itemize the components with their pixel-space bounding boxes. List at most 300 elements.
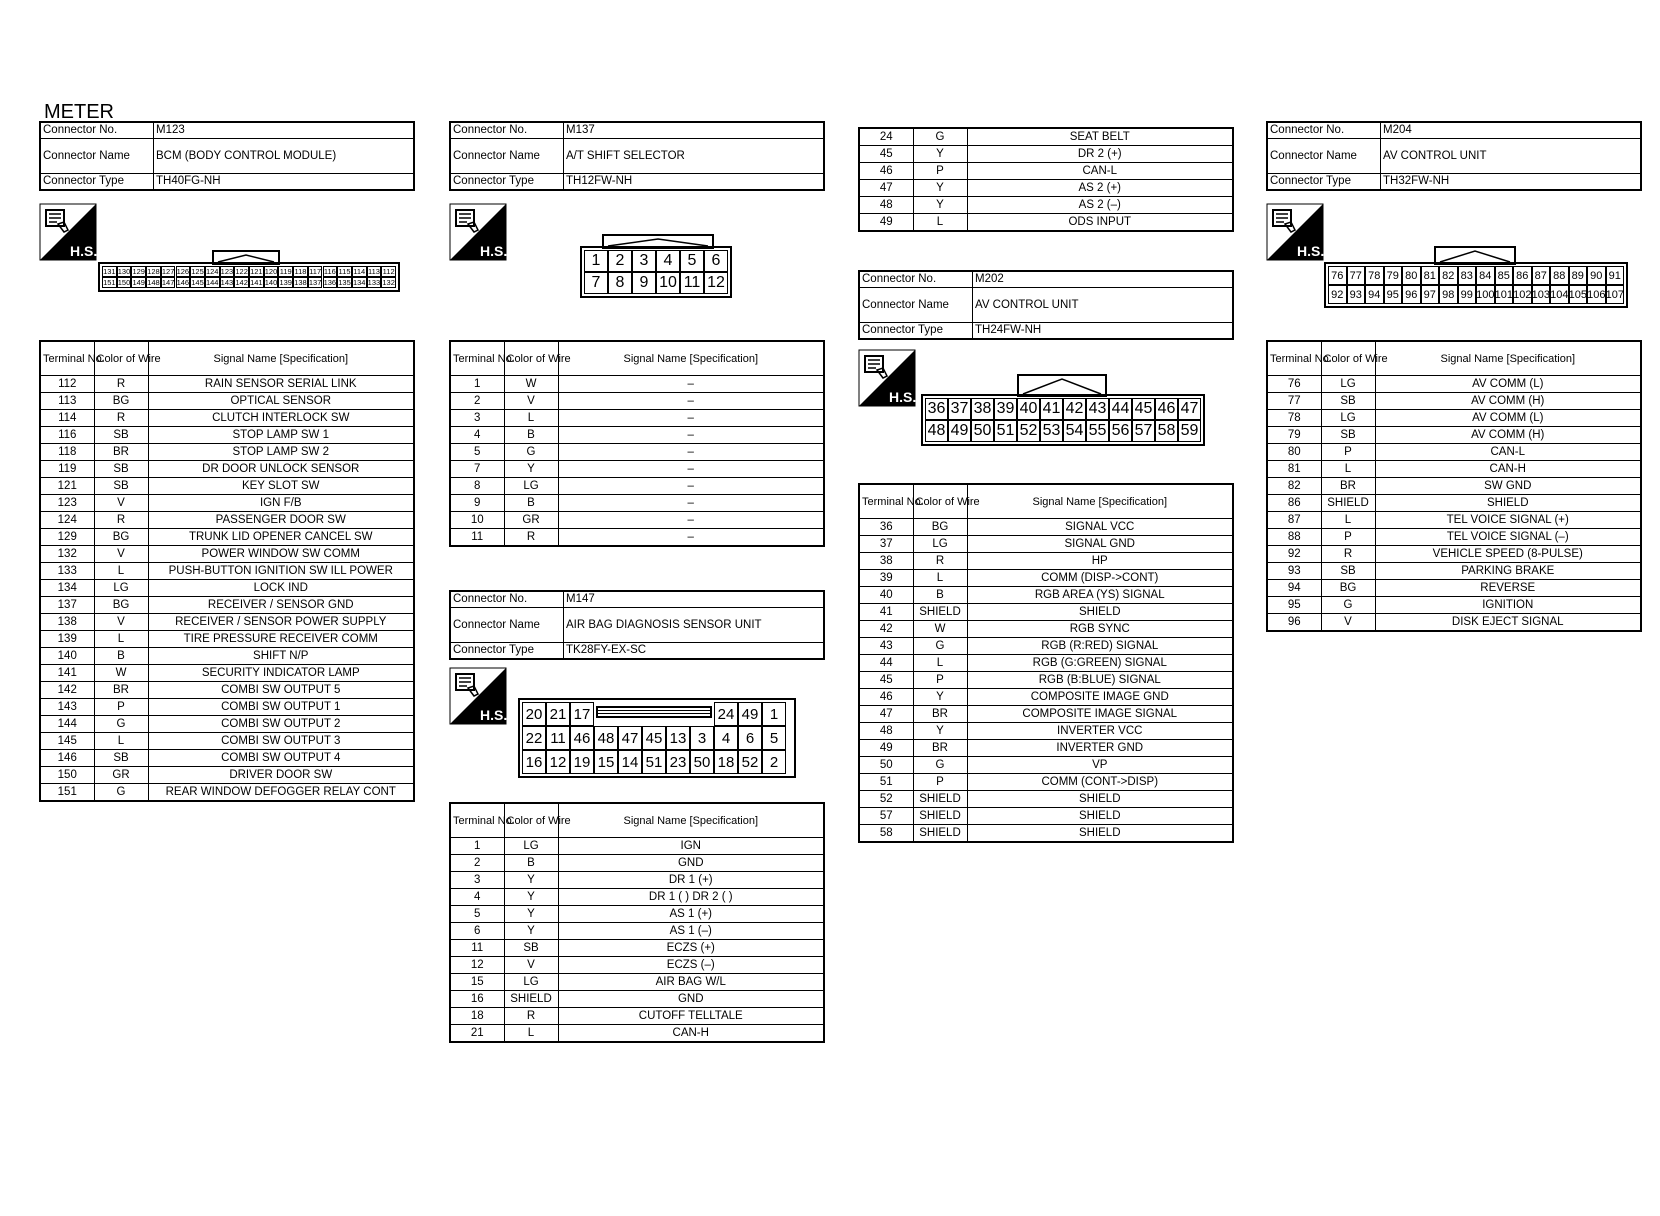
hs-label: H.S. [480,707,508,723]
signal-name: AIR BAG W/L [558,974,824,991]
terminal-table-m204 [1266,340,1642,632]
connector-pin: 148 [147,278,160,287]
signal-name: RECEIVER / SENSOR POWER SUPPLY [148,614,414,631]
signal-name: COMBI SW OUTPUT 1 [148,699,414,716]
label-connector-name: Connector Name [1267,139,1381,174]
signal-name: CAN-H [1375,461,1641,478]
table-row [859,638,1233,655]
signal-name: TEL VOICE SIGNAL (–) [1375,529,1641,546]
signal-name: COMPOSITE IMAGE GND [967,689,1233,706]
connector-pin: 145 [191,278,204,287]
table-row [450,478,824,495]
terminal-no: 5 [450,906,504,923]
signal-name: – [558,444,824,461]
table-row [859,553,1233,570]
terminal-no: 16 [450,991,504,1008]
connector-pin: 1 [762,702,786,726]
connector-pin: 106 [1587,285,1606,304]
connector-pin: 121 [250,267,263,276]
connector-pin: 22 [522,726,546,750]
signal-name: CUTOFF TELLTALE [558,1008,824,1025]
signal-name: COMBI SW OUTPUT 3 [148,733,414,750]
terminal-no: 44 [859,655,913,672]
wire-color: L [913,655,967,672]
hs-label: H.S. [889,389,917,405]
connector-type: TH24FW-NH [973,323,1234,340]
connector-pin: 5 [680,250,704,272]
terminal-no: 49 [859,740,913,757]
connector-pin: 39 [994,398,1017,420]
wire-color: P [94,699,148,716]
terminal-no: 24 [859,128,913,146]
terminal-no: 10 [450,512,504,529]
table-row [859,825,1233,843]
terminal-no: 50 [859,757,913,774]
connector-pin: 40 [1017,398,1040,420]
signal-name: – [558,410,824,427]
table-row [859,757,1233,774]
terminal-no: 129 [40,529,94,546]
table-row [859,128,1233,146]
connector-pin: 128 [147,267,160,276]
signal-name: – [558,427,824,444]
connector-pin: 96 [1402,285,1421,304]
connector-pin: 48 [594,726,618,750]
signal-name: AV COMM (L) [1375,376,1641,393]
connector-pin: 57 [1132,420,1155,442]
label-connector-name: Connector Name [450,139,564,174]
wire-color: Y [504,923,558,940]
table-row [40,614,414,631]
terminal-no: 39 [859,570,913,587]
connector-pin: 119 [279,267,292,276]
signal-name: TEL VOICE SIGNAL (+) [1375,512,1641,529]
wire-color: P [1321,529,1375,546]
connector-pin: 136 [323,278,337,287]
table-row [40,733,414,750]
signal-name: CAN-L [1375,444,1641,461]
connector-pin: 2 [608,250,632,272]
table-row [450,991,824,1008]
terminal-no: 4 [450,889,504,906]
label-connector-no: Connector No. [450,591,564,608]
table-row [40,580,414,597]
signal-name: RECEIVER / SENSOR GND [148,597,414,614]
label-connector-type: Connector Type [1267,174,1381,191]
signal-name: AV COMM (L) [1375,410,1641,427]
table-row [859,672,1233,689]
harness-side-icon [859,350,915,406]
signal-name: SECURITY INDICATOR LAMP [148,665,414,682]
signal-name: – [558,512,824,529]
wire-color: Y [913,197,967,214]
connector-pin: 124 [205,267,219,276]
table-row [859,774,1233,791]
signal-name: GND [558,991,824,1008]
wire-color: B [94,648,148,665]
connector-pin: 6 [738,726,762,750]
terminal-no: 37 [859,536,913,553]
table-row [1267,427,1641,444]
connector-no: M137 [564,122,825,139]
terminal-no: 150 [40,767,94,784]
table-row [450,923,824,940]
table-row [450,427,824,444]
terminal-no: 48 [859,197,913,214]
signal-name: REVERSE [1375,580,1641,597]
table-row [859,146,1233,163]
signal-name: CLUTCH INTERLOCK SW [148,410,414,427]
signal-name: COMM (DISP->CONT) [967,570,1233,587]
terminal-no: 2 [450,393,504,410]
connector-pin: 129 [132,267,145,276]
terminal-no: 45 [859,146,913,163]
signal-name: SIGNAL VCC [967,519,1233,536]
label-connector-name: Connector Name [40,139,154,174]
signal-name: SHIFT N/P [148,648,414,665]
connector-pin: 144 [205,278,219,287]
terminal-no: 113 [40,393,94,410]
connector-pin: 21 [546,702,570,726]
signal-name: LOCK IND [148,580,414,597]
table-row [40,410,414,427]
connector-pin: 126 [176,267,190,276]
connector-pin: 2 [762,750,786,774]
wire-color: BG [94,597,148,614]
wire-color: SB [1321,427,1375,444]
wire-color: G [94,784,148,802]
header-terminal: Terminal No. [450,803,504,838]
connector-no: M147 [564,591,825,608]
table-row [40,478,414,495]
connector-pin: 23 [666,750,690,774]
table-row [859,570,1233,587]
terminal-no: 11 [450,940,504,957]
label-connector-type: Connector Type [450,174,564,191]
connector-pin: 116 [323,267,336,276]
connector-pin: 80 [1402,266,1421,285]
connector-pin: 48 [925,420,948,442]
connector-pin: 20 [522,702,546,726]
signal-name: RAIN SENSOR SERIAL LINK [148,376,414,393]
signal-name: REAR WINDOW DEFOGGER RELAY CONT [148,784,414,802]
table-row [450,855,824,872]
table-row [859,536,1233,553]
signal-name: RGB SYNC [967,621,1233,638]
connector-pin: 101 [1495,285,1514,304]
connector-pin: 6 [704,250,728,272]
connector-pin: 132 [382,278,395,287]
wire-color: L [94,631,148,648]
connector-pin: 59 [1178,420,1201,442]
connector-m123 [39,121,415,191]
signal-name: STOP LAMP SW 2 [148,444,414,461]
connector-pin: 13 [666,726,690,750]
connector-pin: 135 [338,278,351,287]
table-row [40,750,414,767]
connector-pin: 76 [1328,266,1347,285]
connector-pin: 4 [656,250,680,272]
label-connector-no: Connector No. [40,122,154,139]
signal-name: DRIVER DOOR SW [148,767,414,784]
header-signal: Signal Name [Specification] [967,484,1233,519]
header-terminal: Terminal No. [40,341,94,376]
table-row [40,597,414,614]
wire-color: SHIELD [913,604,967,621]
header-terminal: Terminal No. [859,484,913,519]
terminal-no: 18 [450,1008,504,1025]
terminal-no: 132 [40,546,94,563]
terminal-no: 48 [859,723,913,740]
terminal-no: 77 [1267,393,1321,410]
wire-color: BR [1321,478,1375,495]
signal-name: CAN-H [558,1025,824,1043]
terminal-no: 38 [859,553,913,570]
wire-color: LG [913,536,967,553]
connector-pin: 46 [570,726,594,750]
terminal-no: 80 [1267,444,1321,461]
terminal-no: 1 [450,838,504,855]
label-connector-type: Connector Type [450,643,564,660]
wire-color: LG [1321,376,1375,393]
signal-name: DR 1 (+) [558,872,824,889]
signal-name: SHIELD [967,808,1233,825]
terminal-no: 116 [40,427,94,444]
terminal-no: 137 [40,597,94,614]
terminal-no: 45 [859,672,913,689]
signal-name: SIGNAL GND [967,536,1233,553]
connector-pin: 149 [132,278,145,287]
terminal-no: 78 [1267,410,1321,427]
wire-color: SHIELD [913,808,967,825]
table-row [859,587,1233,604]
signal-name: VP [967,757,1233,774]
connector-pin: 112 [382,267,395,276]
header-color: Color of Wire [1321,341,1375,376]
label-connector-no: Connector No. [450,122,564,139]
terminal-no: 11 [450,529,504,547]
signal-name: CAN-L [967,163,1233,180]
table-row [40,682,414,699]
connector-pin: 5 [762,726,786,750]
connector-pin: 86 [1513,266,1532,285]
connector-pin: 120 [264,267,278,276]
signal-name: HP [967,553,1233,570]
connector-type: TK28FY-EX-SC [564,643,825,660]
terminal-no: 21 [450,1025,504,1043]
table-row [40,767,414,784]
wire-color: L [1321,461,1375,478]
terminal-no: 5 [450,444,504,461]
connector-pin: 114 [353,267,366,276]
wire-color: L [94,733,148,750]
signal-name: COMBI SW OUTPUT 2 [148,716,414,733]
terminal-no: 124 [40,512,94,529]
wire-color: Y [913,180,967,197]
connector-pin: 51 [642,750,666,774]
signal-name: ODS INPUT [967,214,1233,232]
connector-pin: 98 [1439,285,1458,304]
table-row [40,529,414,546]
wire-color: Y [504,889,558,906]
connector-pin: 123 [220,267,234,276]
signal-name: POWER WINDOW SW COMM [148,546,414,563]
terminal-no: 88 [1267,529,1321,546]
connector-pin: 151 [103,278,116,287]
signal-name: – [558,461,824,478]
table-row [40,716,414,733]
table-row [1267,546,1641,563]
table-row [40,648,414,665]
connector-slot [596,706,712,718]
wire-color: SB [1321,563,1375,580]
table-row [1267,410,1641,427]
connector-pin: 55 [1086,420,1109,442]
terminal-no: 76 [1267,376,1321,393]
table-row [40,427,414,444]
wire-color: R [504,1008,558,1025]
wire-color: Y [913,689,967,706]
table-row [859,723,1233,740]
terminal-table-m123 [39,340,415,802]
header-terminal: Terminal No. [450,341,504,376]
connector-pin: 38 [971,398,994,420]
terminal-no: 6 [450,923,504,940]
wire-color: G [94,716,148,733]
connector-pin: 83 [1458,266,1477,285]
connector-pin: 11 [680,272,704,294]
table-row [450,376,824,393]
signal-name: DR 1 ( ) DR 2 ( ) [558,889,824,906]
connector-type: TH32FW-NH [1381,174,1642,191]
wire-color: G [913,638,967,655]
table-row [859,808,1233,825]
terminal-table-m202 [858,483,1234,843]
table-row [450,940,824,957]
signal-name: ECZS (+) [558,940,824,957]
terminal-no: 93 [1267,563,1321,580]
harness-side-icon [450,204,506,260]
connector-info-m137 [449,121,825,191]
terminal-no: 121 [40,478,94,495]
connector-pin: 4 [714,726,738,750]
signal-name: COMBI SW OUTPUT 5 [148,682,414,699]
signal-name: GND [558,855,824,872]
wire-color: B [913,587,967,604]
signal-name: – [558,478,824,495]
wire-color: LG [504,838,558,855]
table-row [1267,444,1641,461]
connector-pin: 113 [367,267,380,276]
wire-color: SB [1321,393,1375,410]
connector-pin: 142 [235,278,248,287]
connector-no: M204 [1381,122,1642,139]
signal-name: DR DOOR UNLOCK SENSOR [148,461,414,478]
connector-pin: 79 [1384,266,1403,285]
terminal-no: 95 [1267,597,1321,614]
connector-pin: 18 [714,750,738,774]
signal-name: SW GND [1375,478,1641,495]
table-row [859,621,1233,638]
connector-pin: 49 [948,420,971,442]
table-row [450,393,824,410]
table-row [1267,376,1641,393]
header-terminal: Terminal No. [1267,341,1321,376]
table-row [859,655,1233,672]
signal-name: SHIELD [1375,495,1641,512]
connector-pin: 107 [1606,285,1625,304]
connector-pin: 99 [1458,285,1477,304]
wire-color: LG [94,580,148,597]
connector-pin: 134 [352,278,366,287]
hs-label: H.S. [70,243,98,259]
connector-pin: 81 [1421,266,1440,285]
label-connector-no: Connector No. [1267,122,1381,139]
wire-color: SB [504,940,558,957]
connector-pin: 16 [522,750,546,774]
signal-name: RGB (G:GREEN) SIGNAL [967,655,1233,672]
wire-color: G [1321,597,1375,614]
header-color: Color of Wire [913,484,967,519]
connector-pin: 131 [103,267,116,276]
table-row [450,461,824,478]
connector-pin: 1 [584,250,608,272]
table-row [40,546,414,563]
table-row [450,529,824,547]
terminal-no: 144 [40,716,94,733]
connector-pin: 117 [309,267,322,276]
terminal-no: 4 [450,427,504,444]
wire-color: V [94,614,148,631]
connector-pin: 140 [264,278,278,287]
connector-pin: 78 [1365,266,1384,285]
terminal-no: 43 [859,638,913,655]
wire-color: P [913,774,967,791]
signal-name: AV COMM (H) [1375,427,1641,444]
table-row [450,1008,824,1025]
wire-color: P [913,672,967,689]
wire-color: SB [94,478,148,495]
wire-color: GR [504,512,558,529]
connector-pin: 17 [570,702,594,726]
connector-pin: 84 [1476,266,1495,285]
connector-pin: 56 [1109,420,1132,442]
table-row [40,512,414,529]
wire-color: BG [94,529,148,546]
connector-m204 [1266,121,1642,191]
connector-name: BCM (BODY CONTROL MODULE) [154,139,415,174]
wire-color: LG [504,478,558,495]
connector-pin: 85 [1495,266,1514,285]
table-row [450,974,824,991]
wire-color: BG [913,519,967,536]
terminal-no: 1 [450,376,504,393]
page-title: METER [44,101,114,123]
signal-name: SEAT BELT [967,128,1233,146]
table-row [859,197,1233,214]
wire-color: V [94,546,148,563]
wire-color: L [94,563,148,580]
connector-m202 [858,270,1234,340]
terminal-no: 134 [40,580,94,597]
connector-pin: 45 [642,726,666,750]
terminal-no: 2 [450,855,504,872]
connector-pin: 11 [546,726,570,750]
connector-pin: 10 [656,272,680,294]
connector-pin: 77 [1347,266,1366,285]
connector-pin: 90 [1587,266,1606,285]
wire-color: R [1321,546,1375,563]
